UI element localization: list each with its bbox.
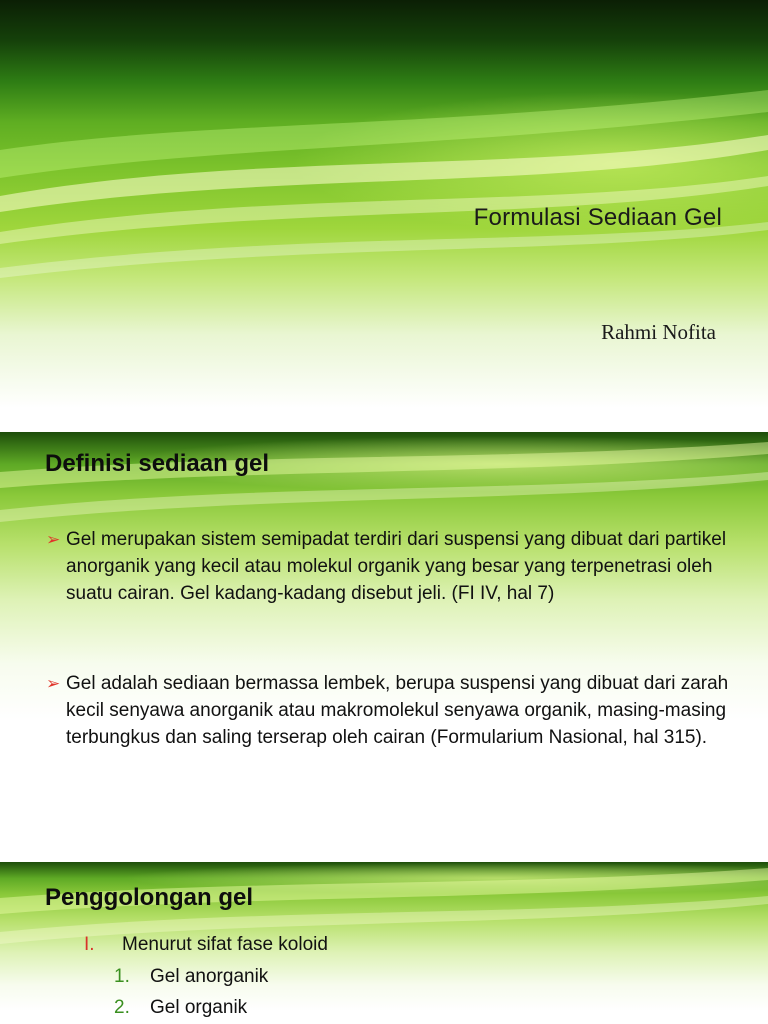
slide-heading: Definisi sediaan gel <box>45 450 270 477</box>
bullet-text: Gel adalah sediaan bermassa lembek, berupa suspensi yang dibuat dari zarah kecil senyawa anorganik atau makromolekul senyawa organik, masing-masing terbungkus dan saling terserap oleh cairan (Formularium Nasional, hal 315). <box>66 673 729 748</box>
bullet-text: Gel merupakan sistem semipadat terdiri dari suspensi yang dibuat dari partikel anorganik yang kecil atau molekul organik yang besar yang terpenetrasi oleh suatu cairan. Gel kadang-kadang disebut jeli. (FI IV, hal 7) <box>66 529 727 604</box>
arrow-bullet-icon: ➢ <box>46 674 61 693</box>
list-item <box>84 934 328 956</box>
classification-slide <box>0 862 768 1024</box>
sub-list-item <box>114 997 247 1019</box>
list-marker: I. <box>84 934 95 955</box>
title-slide <box>0 0 768 408</box>
bullet-item <box>46 526 736 607</box>
list-item-text: Gel anorganik <box>150 966 269 987</box>
list-marker: 2. <box>114 997 130 1018</box>
presentation-author: Rahmi Nofita <box>601 320 716 344</box>
list-item-text: Menurut sifat fase koloid <box>122 934 328 955</box>
list-item-text: Gel organik <box>150 997 248 1018</box>
sub-list-item <box>114 966 268 988</box>
definition-slide <box>0 432 768 832</box>
slide-heading: Penggolongan gel <box>45 884 253 911</box>
bullet-item <box>46 670 736 751</box>
presentation-title: Formulasi Sediaan Gel <box>473 204 722 231</box>
arrow-bullet-icon: ➢ <box>46 530 61 549</box>
list-marker: 1. <box>114 966 130 987</box>
